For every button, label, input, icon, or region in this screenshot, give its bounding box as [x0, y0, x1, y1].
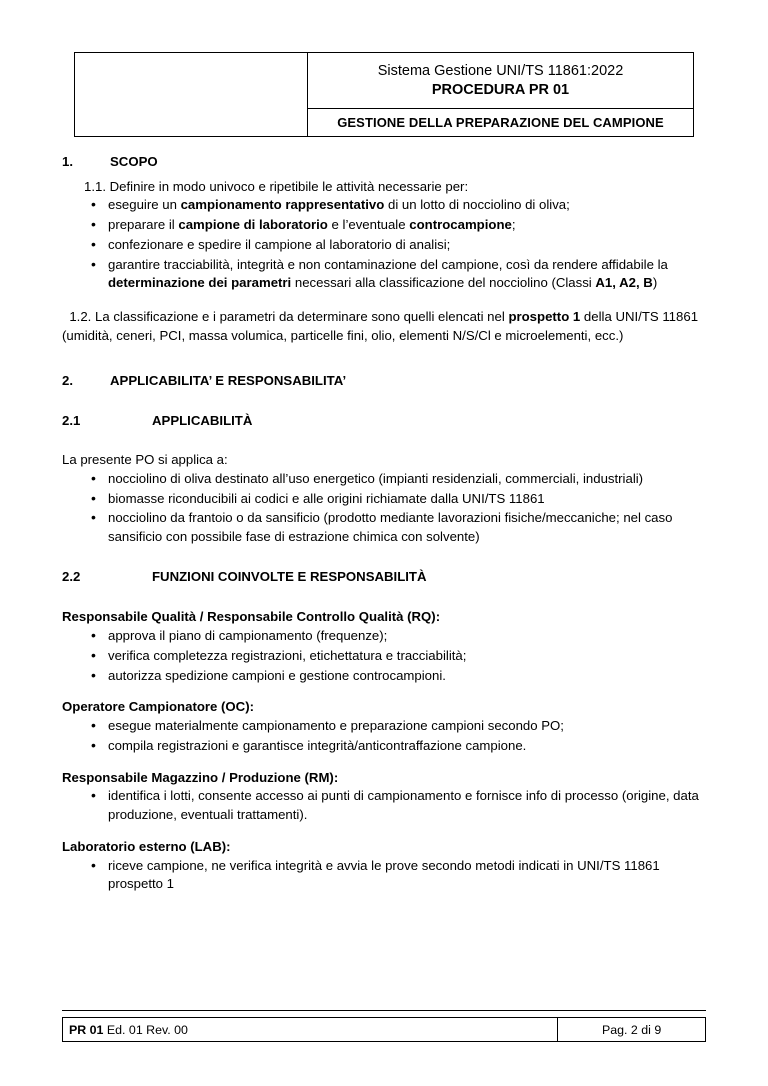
- document-header-table: [74, 52, 694, 137]
- footer-doc-edition: Ed. 01 Rev. 00: [106, 1022, 188, 1037]
- section-2-2-heading: [62, 568, 706, 587]
- list-item: • riceve campione, ne verifica integrità e avvia le prove secondo metodi indicati in UNI/TS 11861 prospetto 1: [62, 857, 706, 894]
- section-2-1-bullet-list: [62, 470, 706, 547]
- role-heading-oc: Operatore Campionatore (OC):: [62, 699, 254, 715]
- role-oc-bullet-list: [62, 717, 706, 755]
- role-heading-rq: Responsabile Qualità / Responsabile Controllo Qualità (RQ):: [62, 609, 441, 625]
- section-2-title: APPLICABILITA’ E RESPONSABILITA’: [110, 372, 347, 388]
- section-2-1-number: 2.1: [62, 413, 81, 429]
- section-1-number: 1.: [62, 154, 73, 169]
- list-item: • garantire tracciabilità, integrità e non contaminazione del campione, così da rendere affidabile la determinazione dei parametri necessari alla classificazione del nocciolino (Classi A1, A2, B): [62, 256, 706, 293]
- paragraph-1-1: 1.1. Definire in modo univoco e ripetibile le attività necessarie per:: [84, 178, 469, 194]
- section-1-title: SCOPO: [110, 154, 158, 169]
- footer-document-ref: [63, 1018, 558, 1042]
- footer-page-number: Pag. 2 di 9: [558, 1018, 706, 1042]
- document-body: [62, 153, 706, 894]
- role-lab-bullet-list: [62, 857, 706, 894]
- document-footer: [62, 1010, 706, 1042]
- section-2-number: 2.: [62, 372, 73, 388]
- role-heading-rm: Responsabile Magazzino / Produzione (RM):: [62, 769, 339, 785]
- header-title-cell: [308, 53, 694, 109]
- list-item: • verifica completezza registrazioni, etichettatura e tracciabilità;: [62, 647, 706, 666]
- list-item: • esegue materialmente campionamento e preparazione campioni secondo PO;: [62, 717, 706, 736]
- list-item: • compila registrazioni e garantisce integrità/anticontraffazione campione.: [62, 737, 706, 756]
- header-subtitle-cell: GESTIONE DELLA PREPARAZIONE DEL CAMPIONE: [308, 109, 694, 137]
- list-item: • autorizza spedizione campioni e gestione controcampioni.: [62, 667, 706, 686]
- paragraph-1-2: 1.2. La classificazione e i parametri da determinare sono quelli elencati nel prospetto 1 della UNI/TS 11861 (umidità, ceneri, PCI, massa volumica, particelle fini, olio, elementi N/S/Cl e microelementi, ecc.): [62, 309, 699, 343]
- footer-doc-code: PR 01: [69, 1022, 104, 1037]
- section-1-bullet-list: [62, 196, 706, 293]
- list-item: • approva il piano di campionamento (frequenze);: [62, 627, 706, 646]
- list-item: • eseguire un campionamento rappresentativo di un lotto di nocciolino di oliva;: [62, 196, 706, 215]
- section-2-heading: [62, 372, 706, 391]
- section-2-2-title: FUNZIONI COINVOLTE E RESPONSABILITÀ: [152, 568, 427, 584]
- list-item: • nocciolino di oliva destinato all’uso energetico (impianti residenziali, commerciali, industriali): [62, 470, 706, 489]
- header-logo-cell: [75, 53, 308, 137]
- role-rm-bullet-list: [62, 787, 706, 824]
- role-heading-lab: Laboratorio esterno (LAB):: [62, 838, 231, 854]
- footer-divider: [62, 1010, 706, 1011]
- section-1-heading: [62, 153, 706, 172]
- list-item: • confezionare e spedire il campione al laboratorio di analisi;: [62, 236, 706, 255]
- list-item: • preparare il campione di laboratorio e l’eventuale controcampione;: [62, 216, 706, 235]
- section-2-1-title: APPLICABILITÀ: [152, 413, 253, 429]
- section-2-1-heading: [62, 412, 706, 431]
- header-procedure-title: PROCEDURA PR 01: [431, 81, 570, 98]
- section-2-1-lead: La presente PO si applica a:: [62, 452, 228, 468]
- section-2-2-number: 2.2: [62, 568, 81, 584]
- footer-table: [62, 1017, 706, 1042]
- list-item: • identifica i lotti, consente accesso ai punti di campionamento e fornisce info di processo (origine, data produzione, eventuali trattamenti).: [62, 787, 706, 824]
- role-rq-bullet-list: [62, 627, 706, 685]
- list-item: • biomasse riconducibili ai codici e alle origini richiamate dalla UNI/TS 11861: [62, 490, 706, 509]
- list-item: • nocciolino da frantoio o da sansificio (prodotto mediante lavorazioni fisiche/meccaniche; nel caso sansificio con possibile fase di estrazione chimica con solvente): [62, 509, 706, 546]
- header-system-title: Sistema Gestione UNI/TS 11861:2022: [377, 62, 624, 79]
